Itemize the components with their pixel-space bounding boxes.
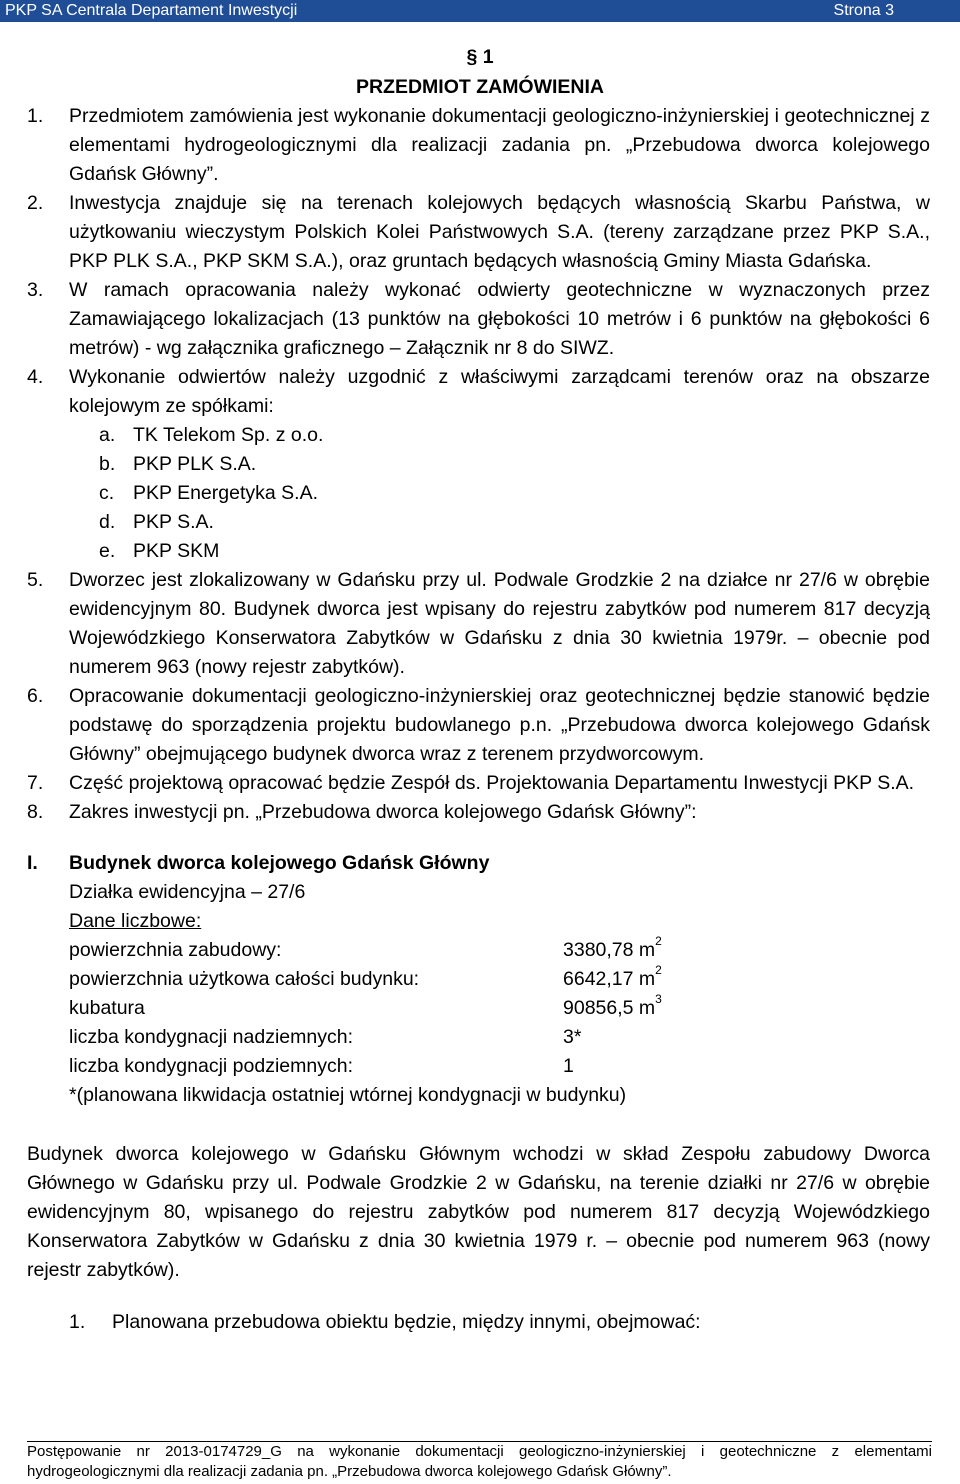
list-item-text: Opracowanie dokumentacji geologiczno-inżynierskiej oraz geotechnicznej będzie stanowić będzie podstawę do sporządzenia projektu budowlanego p.n. „Przebudowa dworca kolejowego Gdańsk Główny” obejmującego budynek dworca wraz z terenem przydworcowym. bbox=[69, 685, 930, 765]
unit-exponent: 3 bbox=[655, 991, 662, 1006]
list-item bbox=[27, 189, 930, 276]
list-item-number: 2. bbox=[27, 192, 44, 214]
company-name: PKP S.A. bbox=[133, 511, 214, 533]
company-list-item bbox=[99, 450, 930, 479]
company-list-item bbox=[99, 508, 930, 537]
numbered-list bbox=[27, 102, 930, 421]
company-name: TK Telekom Sp. z o.o. bbox=[133, 424, 324, 446]
footer-line-2: hydrogeologicznymi dla realizacji zadania pn. „Przebudowa dworca kolejowego Gdańsk Główny”. bbox=[27, 1463, 672, 1480]
list-item bbox=[27, 102, 930, 189]
company-list-letter: e. bbox=[99, 540, 116, 562]
data-row-label: liczba kondygnacji podziemnych: bbox=[69, 1055, 353, 1077]
company-list-item bbox=[99, 537, 930, 566]
building-section-number: I. bbox=[27, 852, 38, 874]
unit-exponent: 2 bbox=[655, 962, 662, 977]
data-row-value bbox=[563, 962, 662, 994]
header-title: PKP SA Centrala Departament Inwestycji bbox=[5, 2, 298, 19]
data-row bbox=[69, 933, 930, 965]
list-item bbox=[27, 769, 930, 798]
data-row-value bbox=[563, 933, 662, 965]
section-heading bbox=[0, 42, 960, 102]
company-list bbox=[27, 421, 930, 566]
company-list-letter: c. bbox=[99, 482, 115, 504]
company-name: PKP Energetyka S.A. bbox=[133, 482, 318, 504]
footer-line-1: Postępowanie nr 2013-0174729_G na wykonanie dokumentacji geologiczno-inżynierskiej i geotechniczne z elementami bbox=[27, 1443, 932, 1460]
list-item bbox=[27, 276, 930, 363]
company-name: PKP SKM bbox=[133, 540, 220, 562]
data-row bbox=[69, 991, 930, 1023]
numbered-list-continued bbox=[27, 566, 930, 827]
data-row-label: powierzchnia zabudowy: bbox=[69, 939, 282, 961]
company-list-item bbox=[99, 479, 930, 508]
section-sign: § 1 bbox=[466, 46, 494, 68]
list-item-text: Inwestycja znajduje się na terenach kolejowych będących własnością Skarbu Państwa, w użytkowaniu wieczystym Polskich Kolei Państwowych S.A. (tereny zarządzane przez PKP S.A., PKP PLK S.A., PKP SKM S.A.), oraz gruntach będących własnością Gminy Miasta Gdańska. bbox=[69, 192, 930, 272]
company-list-letter: d. bbox=[99, 511, 116, 533]
document-body bbox=[27, 102, 930, 1337]
unit-exponent: 2 bbox=[655, 933, 662, 948]
list-item-text: Część projektową opracować będzie Zespół ds. Projektowania Departamentu Inwestycji PKP S.A. bbox=[69, 772, 915, 794]
building-section bbox=[27, 849, 930, 1110]
data-row-label: liczba kondygnacji nadziemnych: bbox=[69, 1026, 353, 1048]
list-item bbox=[27, 798, 930, 827]
building-note: *(planowana likwidacja ostatniej wtórnej kondygnacji w budynku) bbox=[69, 1084, 627, 1106]
list-item-number: 1. bbox=[69, 1311, 86, 1333]
data-row-label: powierzchnia użytkowa całości budynku: bbox=[69, 968, 420, 990]
list-item bbox=[27, 682, 930, 769]
building-data-table bbox=[69, 933, 930, 1081]
section-title: PRZEDMIOT ZAMÓWIENIA bbox=[355, 76, 605, 98]
list-item-number: 5. bbox=[27, 569, 44, 591]
company-list-letter: b. bbox=[99, 453, 116, 475]
list-item-number: 3. bbox=[27, 279, 44, 301]
data-row-value-text: 1 bbox=[563, 1055, 574, 1077]
company-name: PKP PLK S.A. bbox=[133, 453, 257, 475]
data-row-value-text: 3380,78 m bbox=[563, 939, 656, 961]
list-item-text: Planowana przebudowa obiektu będzie, między innymi, obejmować: bbox=[112, 1311, 701, 1333]
data-row-label: kubatura bbox=[69, 997, 145, 1019]
list-item-text: Przedmiotem zamówienia jest wykonanie dokumentacji geologiczno-inżynierskiej i geotechnicznej z elementami hydrogeologicznymi dla realizacji zadania pn. „Przebudowa dworca kolejowego Gdańsk Główny”. bbox=[69, 105, 930, 185]
list-item-number: 6. bbox=[27, 685, 44, 707]
list-item-number: 1. bbox=[27, 105, 44, 127]
list-item bbox=[27, 1308, 930, 1337]
page-header bbox=[0, 0, 960, 22]
data-row-value-text: 6642,17 m bbox=[563, 968, 656, 990]
data-row bbox=[69, 1023, 930, 1052]
page-footer bbox=[27, 1441, 932, 1482]
data-row bbox=[69, 1052, 930, 1081]
company-list-letter: a. bbox=[99, 424, 116, 446]
list-item bbox=[27, 363, 930, 421]
list-item-number: 4. bbox=[27, 366, 44, 388]
page-number: Strona 3 bbox=[833, 2, 894, 19]
list-item-text: Dworzec jest zlokalizowany w Gdańsku przy ul. Podwale Grodzkie 2 na działce nr 27/6 w obrębie ewidencyjnym 80. Budynek dworca jest wpisany do rejestru zabytków pod numerem 817 decyzją Wojewódzkiego Konserwatora Zabytków w Gdańsku z dnia 30 kwietnia 1979r. – obecnie pod numerem 963 (nowy rejestr zabytków). bbox=[69, 569, 930, 678]
data-row-value-text: 90856,5 m bbox=[563, 997, 656, 1019]
data-row-value bbox=[563, 991, 662, 1023]
building-section-title: Budynek dworca kolejowego Gdańsk Główny bbox=[69, 852, 490, 874]
data-row bbox=[69, 962, 930, 994]
company-list-item bbox=[99, 421, 930, 450]
data-row-value bbox=[563, 1023, 581, 1052]
data-row-value bbox=[563, 1052, 574, 1081]
body-paragraph: Budynek dworca kolejowego w Gdańsku Głównym wchodzi w skład Zespołu zabudowy Dworca Głównego w Gdańsku przy ul. Podwale Grodzkie 2 w Gdańsku, na terenie działki nr 27/6 w obrębie ewidencyjnym 80, wpisanego do rejestru zabytków pod numerem 817 decyzją Wojewódzkiego Konserwatora Zabytków w Gdańsku z dnia 30 kwietnia 1979 r. – obecnie pod numerem 963 (nowy rejestr zabytków). bbox=[27, 1143, 930, 1281]
list-item-number: 7. bbox=[27, 772, 44, 794]
list-item bbox=[27, 566, 930, 682]
plot-number: Działka ewidencyjna – 27/6 bbox=[69, 881, 306, 903]
list-item-number: 8. bbox=[27, 801, 44, 823]
list-item-text: Zakres inwestycji pn. „Przebudowa dworca kolejowego Gdańsk Główny”: bbox=[69, 801, 697, 823]
data-row-value-text: 3* bbox=[563, 1026, 582, 1048]
data-label: Dane liczbowe: bbox=[69, 910, 202, 932]
list-item-text: W ramach opracowania należy wykonać odwierty geotechniczne w wyznaczonych przez Zamawiającego lokalizacjach (13 punktów na głębokości 10 metrów i 6 punktów na głębokości 6 metrów) - wg załącznika graficznego – Załącznik nr 8 do SIWZ. bbox=[69, 279, 930, 359]
list-item-text: Wykonanie odwiertów należy uzgodnić z właściwymi zarządcami terenów oraz na obszarze kolejowym ze spółkami: bbox=[69, 366, 930, 417]
